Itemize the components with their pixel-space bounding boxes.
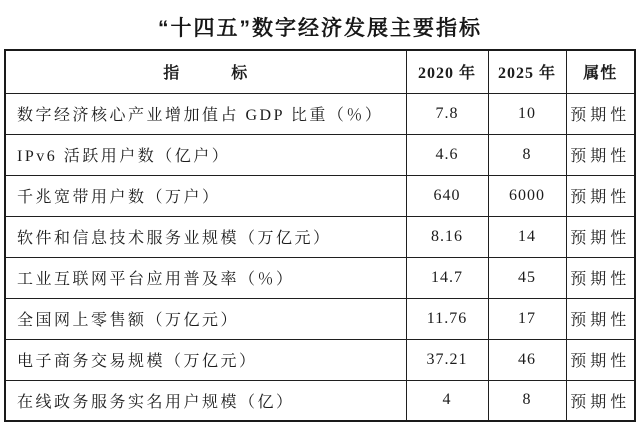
table-row: [5, 175, 635, 216]
value-2025-cell: 8: [488, 380, 566, 421]
indicator-cell: 软件和信息技术服务业规模（万亿元）: [5, 216, 406, 257]
table-row: [5, 298, 635, 339]
indicator-cell: 千兆宽带用户数（万户）: [5, 175, 406, 216]
value-2020-cell: 640: [406, 175, 488, 216]
header-cell-2025: 2025 年: [488, 50, 566, 93]
value-2020-cell: 4.6: [406, 134, 488, 175]
attribute-cell: 预期性: [566, 257, 635, 298]
indicator-cell: 在线政务服务实名用户规模（亿）: [5, 380, 406, 421]
value-2025-cell: 46: [488, 339, 566, 380]
value-2025-cell: 6000: [488, 175, 566, 216]
page-title: “十四五”数字经济发展主要指标: [158, 17, 482, 40]
indicator-cell: 工业互联网平台应用普及率（％）: [5, 257, 406, 298]
attribute-cell: 预期性: [566, 175, 635, 216]
value-2025-cell: 8: [488, 134, 566, 175]
header-cell-2020: 2020 年: [406, 50, 488, 93]
table-row: [5, 216, 635, 257]
value-2025-cell: 45: [488, 257, 566, 298]
indicator-cell: 电子商务交易规模（万亿元）: [5, 339, 406, 380]
value-2020-cell: 14.7: [406, 257, 488, 298]
header-cell-attribute: 属性: [566, 50, 635, 93]
indicators-table: [4, 49, 636, 422]
attribute-cell: 预期性: [566, 339, 635, 380]
value-2025-cell: 14: [488, 216, 566, 257]
value-2020-cell: 11.76: [406, 298, 488, 339]
attribute-cell: 预期性: [566, 93, 635, 134]
table-row: [5, 257, 635, 298]
value-2020-cell: 37.21: [406, 339, 488, 380]
value-2020-cell: 8.16: [406, 216, 488, 257]
indicator-cell: IPv6 活跃用户数（亿户）: [5, 134, 406, 175]
table-header-row: [5, 50, 635, 93]
value-2020-cell: 7.8: [406, 93, 488, 134]
table-row: [5, 380, 635, 421]
value-2025-cell: 17: [488, 298, 566, 339]
header-cell-indicator: 指 标: [5, 50, 406, 93]
attribute-cell: 预期性: [566, 380, 635, 421]
table-row: [5, 134, 635, 175]
table-row: [5, 339, 635, 380]
attribute-cell: 预期性: [566, 298, 635, 339]
value-2025-cell: 10: [488, 93, 566, 134]
table-row: [5, 93, 635, 134]
attribute-cell: 预期性: [566, 134, 635, 175]
indicator-cell: 全国网上零售额（万亿元）: [5, 298, 406, 339]
attribute-cell: 预期性: [566, 216, 635, 257]
indicator-cell: 数字经济核心产业增加值占 GDP 比重（％）: [5, 93, 406, 134]
value-2020-cell: 4: [406, 380, 488, 421]
